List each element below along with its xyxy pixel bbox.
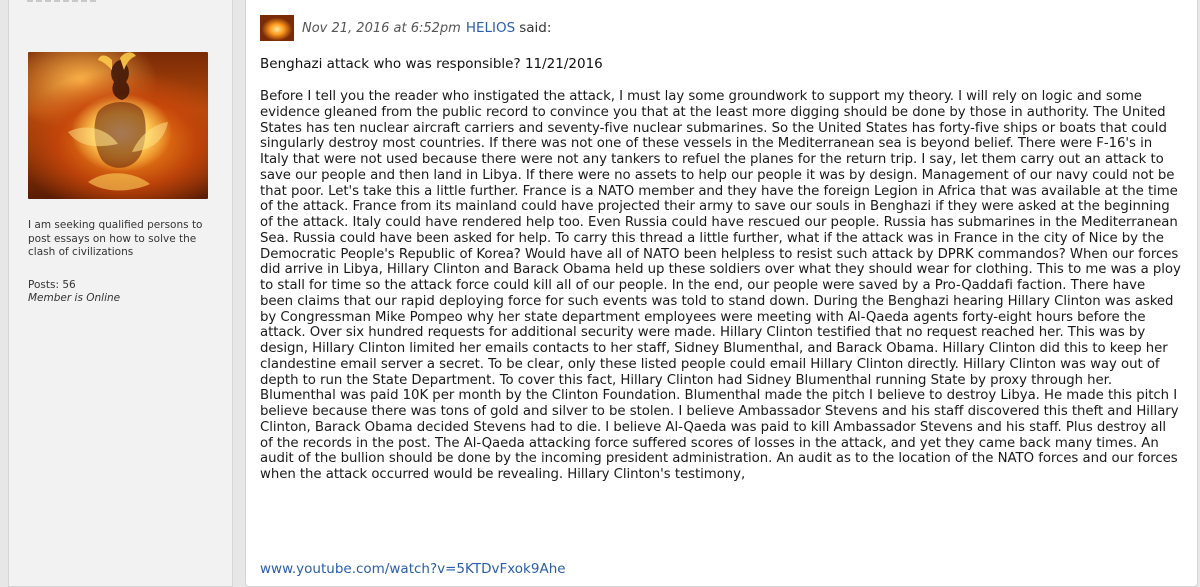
author-avatar-small[interactable] [260,15,294,41]
user-post-count: Posts: 56 [28,279,76,291]
post-body: Before I tell you the reader who instigated the attack, I must lay some groundwork to support my theory. I will rely on logic and some evidence gleaned from the public record to convince you that at the least more digging should be done by those in authority. The United States has ten nuclear aircraft carriers and seventy-five nuclear submarines. So the United States has forty-five ships or boats that could singularly destroy most countries. If there was not one of these vessels in the Mediterranean sea is beyond belief. There were F-16's in Italy that were not used because there were not any tankers to refuel the planes for the return trip. I say, let them carry out an attack to save our people and then land in Libya. If there were no assets to help our people it was by design. Management of our navy could not be that poor. Let's take this a little further. France is a NATO member and they have the foreign Legion in Africa that was available at the time of the attack. France from its mainland could have projected their army to save our souls in Benghazi if they were asked at the beginning of the attack. Italy could have rendered help too. Even Russia could have rescued our people. Russia has submarines in the Mediterranean Sea. Russia could have been asked for help. To carry this thread a little further, what if the attack was in France in the city of Nice by the Democratic People's Republic of Korea? Would have all of NATO been helpless to resist such attack by DPRK commandos? When our forces did arrive in Libya, Hillary Clinton and Barack Obama held up these soldiers over what they should wear for clothing. This to me was a ploy to stall for time so the attack force could kill all of our people. In the end, our people were saved by a Pro-Qaddafi faction. There have been claims that our rapid deploying force for such events was told to stand down. During the Benghazi hearing Hillary Clinton was asked by Congressman Mike Pompeo why her state department employees were meeting with Al-Qaeda agents forty-eight hours before the attack. Over six hundred requests for additional security were made. Hillary Clinton testified that no request reached her. This was by design, Hillary Clinton limited her emails contacts to her staff, Sidney Blumenthal, and Barack Obama. Hillary Clinton did this to keep her clandestine email server a secret. To be clear, only these listed people could email Hillary Clinton directly. Hillary Clinton was way out of depth to run the State Department. To cover this fact, Hillary Clinton had Sidney Blumenthal running State by proxy through her. Blumenthal was paid 10K per month by the Clinton Foundation. Blumenthal made the pitch I believe to destroy Libya. He made this pitch I believe because there was tons of gold and silver to be stolen. I believe Ambassador Stevens and his staff discovered this theft and Hillary Clinton, Barack Obama decided Stevens had to die. I believe Al-Qaeda was paid to kill Ambassador Stevens and his staff. Plus destroy all of the records in the post. The Al-Qaeda attacking force suffered scores of losses in the attack, and yet they came back many times. An audit of the bullion should be done by the incoming president administration. An audit as to the location of the NATO forces and our forces when the attack occurred would be revealing. Hillary Clinton's testimony, [260,89,1181,482]
youtube-link[interactable]: www.youtube.com/watch?v=5KTDvFxok9Ahe [260,561,566,577]
post-date: Nov 21, 2016 at 6:52pm [302,20,461,36]
user-avatar[interactable] [28,52,208,199]
said-label: said: [519,20,552,36]
user-online-status: Member is Online [28,292,121,304]
rank-stars [27,0,97,2]
flaming-figure-icon [28,52,208,199]
author-link[interactable]: HELIOS [465,20,516,36]
post-container [245,0,1198,587]
user-profile-sidebar [8,0,233,587]
post-header [260,14,551,42]
post-title: Benghazi attack who was responsible? 11/21/2016 [260,56,603,72]
user-signature: I am seeking qualified persons to post essays on how to solve the clash of civilizations [28,219,203,258]
